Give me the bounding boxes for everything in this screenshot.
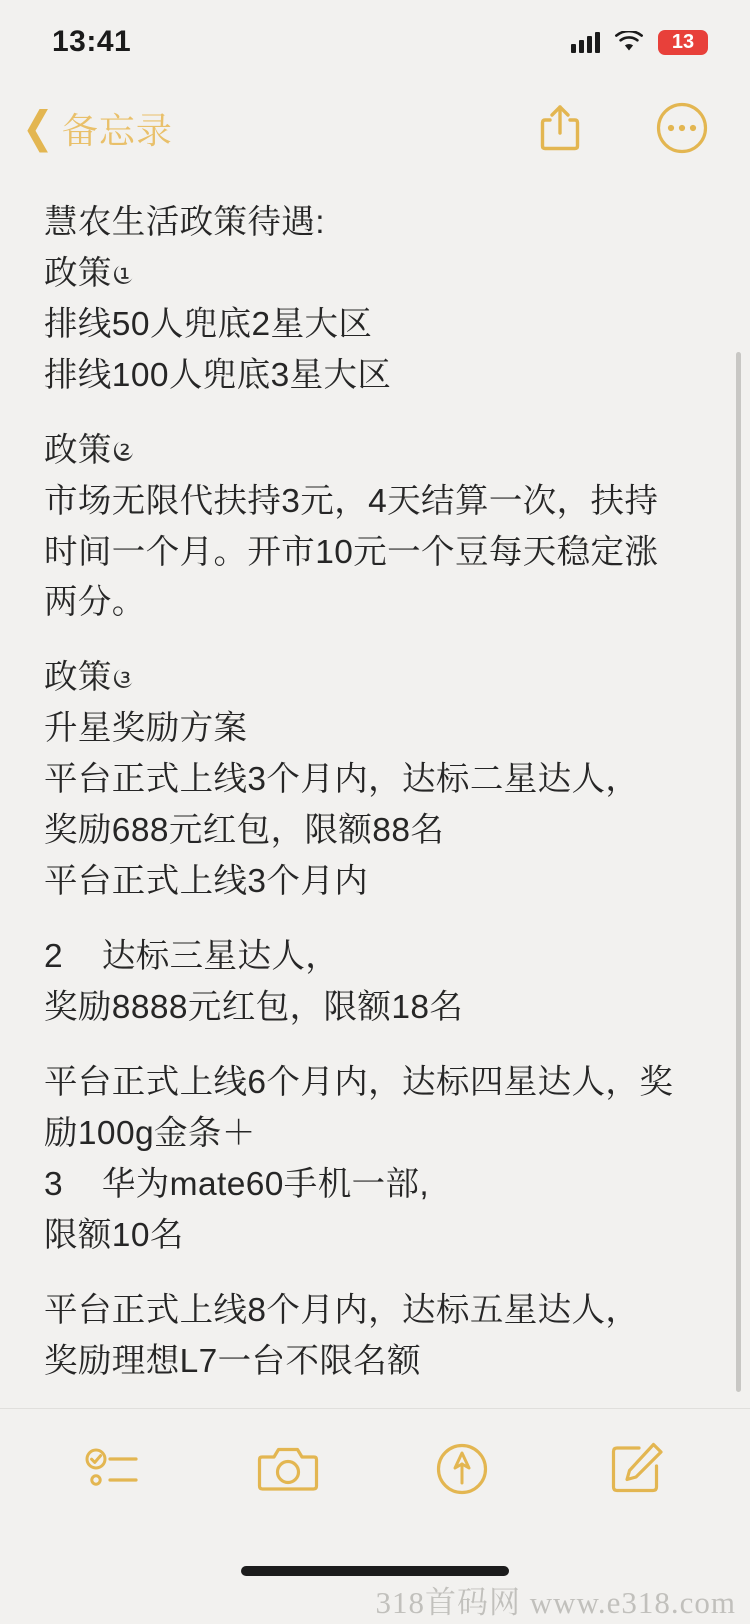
checklist-button[interactable] [68,1429,158,1509]
note-line [44,249,706,300]
footer [0,1528,750,1624]
note-blank-line [44,908,706,932]
note-line [44,1058,706,1109]
note-line [44,983,706,1034]
note-blank-line [44,1262,706,1286]
note-blank-line [44,629,706,653]
note-line [44,477,706,528]
note-line [44,704,706,755]
note-line [44,1337,706,1388]
back-button-label: 备忘录 [61,109,173,151]
battery-indicator: 13 [658,30,708,55]
note-line-text: 升星奖励方案 [44,710,248,748]
note-line [44,528,706,579]
note-line-text: 政策 [44,254,112,292]
note-line [44,1286,706,1337]
note-body-container[interactable] [0,172,750,1408]
chevron-left-icon: ❮ [22,103,54,153]
numbered-badge: ❷ [113,436,136,465]
navigation-bar [0,84,750,172]
camera-icon [257,1444,319,1494]
status-bar [0,0,750,84]
note-blank-line [44,1034,706,1058]
note-line-text: 排线50人兜底2星大区 [44,305,373,343]
markup-pen-icon [435,1442,489,1496]
note-line-text: 平台正式上线6个月内，达标四星达人，奖 [44,1064,674,1102]
bottom-toolbar [0,1408,750,1528]
note-line-text: 奖励8888元红包，限额18名 [44,989,464,1027]
note-line [44,351,706,402]
compose-icon [609,1441,665,1497]
numbered-badge: ❸ [113,664,136,693]
ellipsis-circle-icon [656,102,708,154]
note-line [44,806,706,857]
note-line [44,755,706,806]
note-blank-line [44,402,706,426]
note-line-text: 限额10名 [44,1216,184,1254]
share-button[interactable] [532,100,588,156]
note-line [44,426,706,477]
note-line-text: 励100g金条＋ [44,1114,256,1152]
note-line-text: 政策 [44,659,112,697]
note-line-text: 平台正式上线3个月内，达标二星达人， [44,761,640,799]
note-line [44,932,706,983]
note-line [44,653,706,704]
note-text[interactable] [0,172,750,1408]
note-line [44,857,706,908]
watermark-text: 318首码网 www.e318.com [375,1585,736,1620]
note-line-text: 3 华为mate60手机一部, [44,1165,430,1203]
status-indicators [571,30,708,55]
note-line [44,1160,706,1211]
note-line-text: 奖励688元红包，限额88名 [44,812,445,850]
back-button[interactable] [22,103,173,154]
compose-button[interactable] [592,1429,682,1509]
share-icon [539,103,581,153]
markup-button[interactable] [417,1429,507,1509]
note-line [44,198,706,249]
note-line-text: 平台正式上线3个月内 [44,863,369,901]
note-line-text: 两分。 [44,584,146,622]
wifi-icon [614,31,644,53]
note-line-text: 排线100人兜底3星大区 [44,356,392,394]
scrollbar[interactable] [736,352,741,1392]
note-line-text: 时间一个月。开市10元一个豆每天稳定涨 [44,533,659,571]
home-indicator[interactable] [241,1566,509,1576]
note-line-text: 市场无限代扶持3元，4天结算一次，扶持 [44,482,659,520]
checklist-icon [83,1443,143,1495]
note-line-text: 奖励理想L7一台不限名额 [44,1342,422,1380]
nav-actions [532,100,710,156]
note-line [44,578,706,629]
camera-button[interactable] [243,1429,333,1509]
note-line-text: 政策 [44,431,112,469]
note-line [44,1211,706,1262]
note-line-text: 慧农生活政策待遇: [44,204,325,241]
note-line [44,300,706,351]
note-line-text: 2 达标三星达人， [44,938,340,976]
numbered-badge: ❶ [113,259,136,288]
note-line [44,1109,706,1160]
more-options-button[interactable] [654,100,710,156]
note-line-text: 平台正式上线8个月内，达标五星达人， [44,1291,640,1329]
status-time: 13:41 [52,25,132,58]
cellular-bars-icon [571,31,600,53]
